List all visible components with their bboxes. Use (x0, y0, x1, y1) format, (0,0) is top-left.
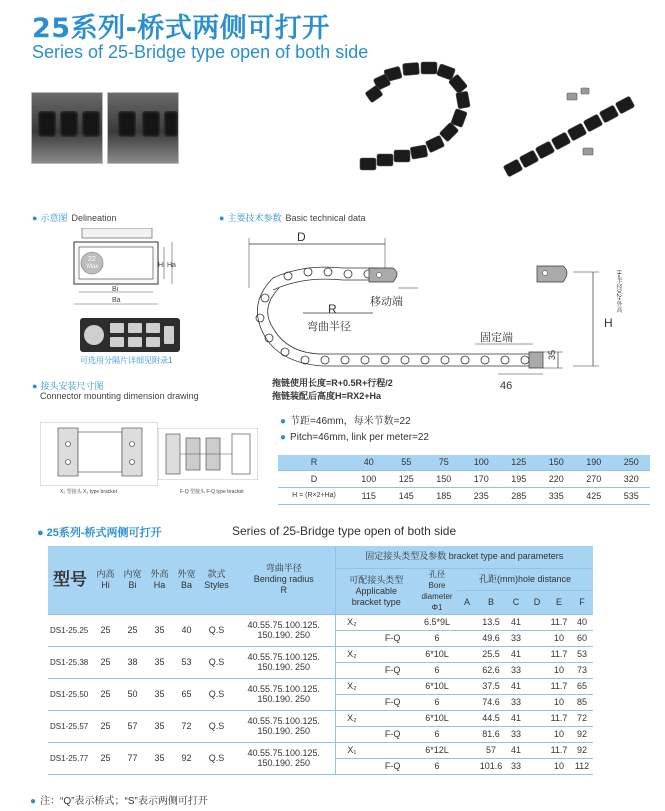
technical-label: ● 主要技术参数 Basic technical data (219, 213, 366, 223)
bullet-icon: ● (37, 527, 44, 539)
dim-46: 46 (500, 380, 513, 392)
formula-length: 拖链使用长度=R+0.5R+行程/2 (272, 378, 393, 388)
footer-note: ● 注：“Q”表示桥式；“S”表示两侧可打开 (30, 796, 208, 807)
connector-label-en: Connector mounting dimension drawing (40, 391, 199, 401)
table-row: F-Q 6 62.6 33 10 73 (48, 662, 593, 678)
dim-ba: Ba (112, 297, 121, 304)
table-row: DS1-25.38 25 38 35 53 Q.S 40.55.75.100.125. 150.190. 250 X₂ 6*10L 25.5 41 11.7 53 (48, 646, 593, 662)
connector-x2-caption: X₂ 型接头 X₂ type bracket (60, 489, 117, 495)
delineation-label: ● 示意图 Delineation (32, 213, 117, 223)
bullet-icon: ● (280, 416, 287, 427)
connector-label: ● 接头安装尺寸图 (32, 381, 104, 391)
page-title: 25系列-桥式两侧可打开 (32, 13, 330, 44)
table-row: H = (R×2+Ha) 115 145 185 235 285 335 425 535 (278, 487, 650, 504)
header-bracket-params: 固定接头类型及参数 bracket type and parameters (335, 546, 593, 568)
pitch-cn: ● 节距=46mm，每米节数=22 (280, 416, 411, 427)
header-bi: 内宽 Bi (119, 546, 146, 614)
bullet-icon: ● (32, 381, 38, 391)
dim-ha: Ha (167, 262, 176, 269)
bullet-icon: ● (32, 213, 38, 223)
table-row: DS1-25.57 25 57 35 72 Q.S 40.55.75.100.125. 150.190. 250 X₂ 6*10L 44.5 41 11.7 72 (48, 710, 593, 726)
table-header-row: A B C D E F (48, 590, 593, 614)
page-subtitle: Series of 25-Bridge type open of both side (32, 42, 369, 62)
fixed-end-label: 固定端 (480, 332, 513, 344)
section2-title: ● 25系列-桥式两侧可打开 (37, 527, 162, 539)
separator-note: 可选用分隔片详细见附录1 (80, 356, 173, 365)
table-row: DS1-25.25 25 25 35 40 Q.S 40.55.75.100.125. 150.190. 250 X₂ 6.5*9L 13.5 41 11.7 40 (48, 614, 593, 630)
header-style: 款式 Styles (200, 546, 233, 614)
badge-unit: Max (87, 264, 99, 270)
table-row: D 100 125 150 170 195 220 270 320 (278, 470, 650, 487)
drag-chain-product-image (345, 50, 645, 205)
table-row: R 40 55 75 100 125 150 190 250 (278, 455, 650, 470)
bending-radius-label: 弯曲半径 (307, 321, 351, 333)
separator-drawing (80, 318, 180, 352)
header-bore: 孔径 Bore diameter Φ1 (417, 568, 457, 614)
table-row: F-Q 6 74.6 33 10 85 (48, 694, 593, 710)
table-row: DS1-25.50 25 50 35 65 Q.S 40.55.75.100.125. 150.190. 250 X₂ 6*10L 37.5 41 11.7 65 (48, 678, 593, 694)
bending-diagram (243, 228, 663, 398)
connector-fq-caption: F-Q 型接头 F-Q type bracket (180, 489, 244, 495)
h-formula-side: H=半径X2+外高 (615, 270, 621, 313)
header-hi: 内高 Hi (92, 546, 119, 614)
header-hole-distance: 孔距(mm)hole distance (457, 568, 593, 590)
badge-num: 22 (88, 256, 96, 263)
bullet-icon: ● (280, 432, 287, 443)
product-photo-closeup-2 (107, 92, 179, 164)
dim-h: H (604, 316, 613, 330)
product-photo-closeup-1 (31, 92, 103, 164)
header-model: 型号 (48, 546, 92, 614)
header-ha: 外高 Ha (146, 546, 173, 614)
pitch-en: ● Pitch=46mm, link per meter=22 (280, 432, 429, 443)
bullet-icon: ● (30, 796, 37, 807)
bullet-icon: ● (219, 213, 225, 223)
dim-d: D (297, 230, 306, 244)
moving-end-label: 移动端 (370, 296, 403, 308)
table-row: F-Q 6 101.6 33 10 112 (48, 758, 593, 774)
header-bending-radius: 弯曲半径 Bending radius R (233, 546, 335, 614)
section2-title-en: Series of 25-Bridge type open of both side (232, 524, 457, 538)
connector-x2-drawing (40, 422, 158, 486)
formula-height: 拖链装配后高度H=RX2+Ha (272, 391, 382, 401)
header-bracket-type: 可配接头类型 Applicable bracket type (335, 568, 417, 614)
dim-35: 35 (547, 350, 557, 361)
dim-hi: Hi (158, 262, 165, 269)
table-row: DS1-25.77 25 77 35 92 Q.S 40.55.75.100.125. 150.190. 250 X₁ 6*12L 57 41 11.7 92 (48, 742, 593, 758)
dim-r: R (328, 302, 337, 316)
table-row: F-Q 6 49.6 33 10 60 (48, 630, 593, 646)
connector-fq-drawing (158, 428, 258, 480)
table-row: F-Q 6 81.6 33 10 92 (48, 726, 593, 742)
radius-table (278, 455, 650, 505)
main-spec-table (48, 546, 593, 775)
dim-bi: Bi (112, 286, 119, 293)
cross-section-drawing (66, 228, 196, 320)
header-ba: 外宽 Ba (173, 546, 200, 614)
table-header-row (48, 546, 593, 568)
